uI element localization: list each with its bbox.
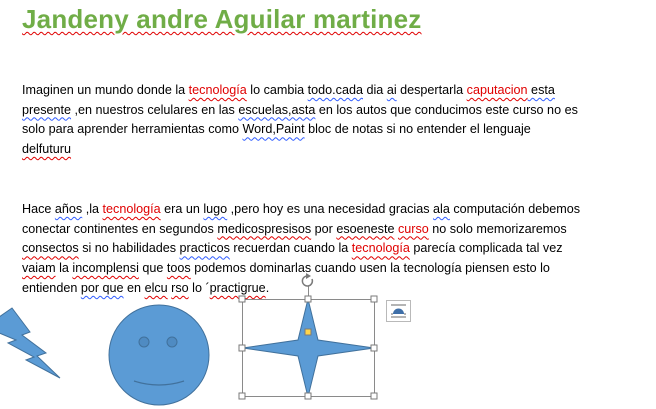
smiley-left-eye bbox=[139, 337, 149, 347]
paragraph-line: Imaginen un mundo donde la tecnología lo cambia todo.cada dia ai despertarla caputacion esta bbox=[22, 83, 555, 97]
grammar-flagged-word: todo.cada bbox=[307, 83, 363, 97]
misspelled-word: caputacion bbox=[466, 83, 528, 97]
rotate-icon[interactable] bbox=[302, 273, 312, 286]
layout-options-icon bbox=[387, 301, 410, 321]
grammar-flagged-word: presente bbox=[22, 102, 72, 117]
document-title[interactable]: Jandeny andre Aguilar martinez bbox=[22, 4, 422, 34]
paragraph-line: presente ,en nuestros celulares en las escuelas,asta en los autos que conducimos este curso no es bbox=[22, 102, 578, 117]
misspelled-word: rso bbox=[171, 280, 189, 295]
paragraph-line: vaiam la incomplensi que toos podemos dominarlas cuando usen la tecnología piensen esto lo bbox=[22, 261, 550, 276]
misspelled-word: medicospresisos bbox=[217, 221, 312, 236]
misspelled-word: vaiam bbox=[22, 261, 56, 276]
grammar-flagged-word: ala bbox=[433, 202, 450, 216]
grammar-flagged-word: años bbox=[54, 202, 83, 216]
paragraph-line: conectar continentes en segundos medicospresisos por esoeneste curso no solo memorizaremos bbox=[22, 221, 567, 236]
misspelled-word: practigrue bbox=[209, 280, 266, 295]
misspelled-word: curso bbox=[397, 221, 429, 236]
resize-handle-top-right[interactable] bbox=[371, 296, 377, 302]
paragraph-line: solo para aprender herramientas como Word,Paint bloc de notas si no entender el lenguaje bbox=[22, 122, 531, 137]
misspelled-word: esoeneste bbox=[336, 221, 395, 236]
misspelled-word: elcu bbox=[144, 280, 168, 295]
grammar-flagged-word: ai bbox=[386, 83, 397, 97]
adjust-handle[interactable] bbox=[305, 329, 311, 335]
misspelled-word: tecnología bbox=[102, 202, 161, 216]
misspelled-word: incomplensi bbox=[72, 261, 139, 276]
grammar-flagged-word: lugo bbox=[203, 202, 228, 216]
paragraph-line: Hace años ,la tecnología era un lugo ,pero hoy es una necesidad gracias ala computación debemos bbox=[22, 202, 581, 216]
resize-handle-bottom-right[interactable] bbox=[371, 393, 377, 399]
grammar-flagged-word: escuelas,asta bbox=[238, 102, 316, 117]
misspelled-word: delfuturu bbox=[22, 142, 72, 157]
misspelled-word: consectos bbox=[22, 241, 79, 256]
misspelled-word: toos bbox=[166, 261, 191, 276]
grammar-flagged-word: Word,Paint bbox=[242, 122, 305, 137]
four-point-star-shape[interactable] bbox=[243, 299, 374, 397]
resize-handle-bottom-middle[interactable] bbox=[305, 393, 311, 399]
misspelled-word: tecnología bbox=[188, 83, 247, 97]
smiley-right-eye bbox=[167, 337, 177, 347]
resize-handle-top-middle[interactable] bbox=[305, 296, 311, 302]
paragraph-line: consectos si no habilidades practicos recuerdan cuando la tecnología parecía complicada tal vez bbox=[22, 241, 563, 256]
grammar-flagged-word: practicos bbox=[179, 241, 230, 256]
resize-handle-middle-left[interactable] bbox=[239, 345, 245, 351]
misspelled-word: tecnología bbox=[351, 241, 410, 256]
layout-options-button[interactable] bbox=[386, 300, 411, 322]
paragraph-line: entienden por que en elcu rso lo ´practigrue. bbox=[22, 280, 270, 295]
resize-handle-top-left[interactable] bbox=[239, 296, 245, 302]
lightning-bolt-shape[interactable] bbox=[0, 308, 60, 378]
smiley-face-shape[interactable] bbox=[109, 305, 209, 405]
resize-handle-bottom-left[interactable] bbox=[239, 393, 245, 399]
resize-handle-middle-right[interactable] bbox=[371, 345, 377, 351]
grammar-flagged-word: por que bbox=[80, 280, 124, 295]
